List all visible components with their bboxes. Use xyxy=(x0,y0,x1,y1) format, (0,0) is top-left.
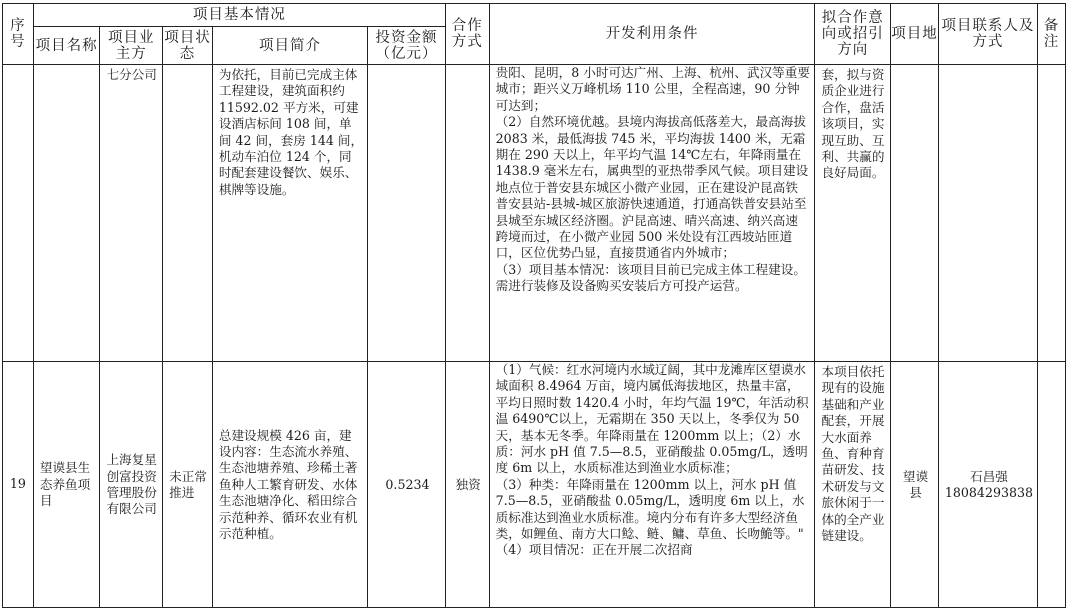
cell-location: 望谟县 xyxy=(891,362,939,608)
cell-name: 望谟县生态养鱼项目 xyxy=(33,362,100,608)
condition-paragraph: 贵阳、昆明，8 小时可达广州、上海、杭州、武汉等重要城市；距兴义万峰机场 110 公里，全程高速，90 分钟可达到； xyxy=(495,65,810,113)
cell-contact: 石昌强 18084293838 xyxy=(938,362,1037,608)
condition-paragraph: （3）项目基本情况：该项目目前已完成主体工程建设。需进行装修及设备购买安装后方可投产运营。 xyxy=(495,261,806,294)
cell-mode xyxy=(445,65,489,362)
header-intro: 项目简介 xyxy=(212,27,367,65)
table-row xyxy=(3,65,1066,362)
header-conditions: 开发利用条件 xyxy=(489,4,815,65)
condition-paragraph: （3）种类：年降雨量在 1200mm 以上，河水 pH 值 7.5—8.5，亚硝酸盐 0.05mg/L，透明度 6m 以上，水质标准达到渔业水质标准。境内分布有许多大型经济鱼类，如鲤鱼、南方大口鲶、鲢、鳙、草鱼、长吻鮠等。" xyxy=(495,476,805,542)
cell-intro: 总建设规模 426 亩，建设内容：生态流水养殖、生态池塘养殖、珍稀土著鱼种人工繁育研发、水体生态池塘净化、稻田综合示范种养、循环农业有机示范种植。 xyxy=(212,362,367,608)
cell-conditions xyxy=(489,362,815,608)
cell-investment xyxy=(368,65,446,362)
condition-paragraph: （2）自然环境优越。县境内海拔高低落差大，最高海拔 2083 米，最低海拔 745 米，平均海拔 1400 米，无霜期在 290 天以上，年平均气温 14℃左右，年降雨量在 1438.9 毫米左右，属典型的亚热带季风气候。项目建设地点位于普安县东城区小微产业园，正在建设沪昆高铁普安县站-县城-城区旅游快速通道，打通高铁普安县站至县城至东城区经济圈。沪昆高速、晴兴高速、纳兴高速跨境而过，在小微产业园 500 米处设有江西坡站匝道口，区位优势凸显，直接贯通省内外城市； xyxy=(495,114,809,261)
cell-name xyxy=(33,65,100,362)
cell-mode: 独资 xyxy=(445,362,489,608)
header-mode: 合作方式 xyxy=(445,4,489,65)
header-remark: 备注 xyxy=(1038,4,1066,65)
cell-remark xyxy=(1038,362,1066,608)
header-status: 项目状态 xyxy=(163,27,213,65)
table-row xyxy=(3,362,1066,608)
header-contact: 项目联系人及方式 xyxy=(938,4,1037,65)
header-name: 项目名称 xyxy=(33,27,100,65)
header-seq: 序号 xyxy=(3,4,34,65)
header-basic-info: 项目基本情况 xyxy=(33,4,445,27)
cell-seq: 19 xyxy=(3,362,34,608)
cell-status: 未正常推进 xyxy=(163,362,213,608)
cell-remark xyxy=(1038,65,1066,362)
project-table xyxy=(2,3,1066,608)
cell-owner: 上海复星创富投资管理股份有限公司 xyxy=(100,362,163,608)
cell-conditions xyxy=(489,65,815,362)
cell-direction: 本项目依托现有的设施基础和产业配套，开展大水面养鱼、育种育苗研发、技术研发与文旅休闲于一体的全产业链建设。 xyxy=(815,362,891,608)
header-owner: 项目业主方 xyxy=(100,27,163,65)
header-location: 项目地 xyxy=(891,4,939,65)
condition-paragraph: （4）项目情况：正在开展二次招商 xyxy=(495,542,693,558)
cell-investment: 0.5234 xyxy=(368,362,446,608)
header-investment: 投资金额（亿元） xyxy=(368,27,446,65)
cell-status xyxy=(163,65,213,362)
cell-intro: 为依托，目前已完成主体工程建设，建筑面积约 11592.02 平方米，可建设酒店标间 108 间，单间 42 间，套房 144 间，机动车泊位 124 个，同时配套建设餐饮、娱乐、棋牌等设施。 xyxy=(212,65,367,362)
cell-direction: 套，拟与资质企业进行合作，盘活该项目，实现互助、互利、共赢的良好局面。 xyxy=(815,65,891,362)
header-row-1 xyxy=(3,4,1066,27)
header-direction: 拟合作意向或招引方向 xyxy=(815,4,891,65)
cell-owner: 七分公司 xyxy=(100,65,163,362)
cell-location xyxy=(891,65,939,362)
cell-seq xyxy=(3,65,34,362)
cell-contact xyxy=(938,65,1037,362)
condition-paragraph: （1）气候：红水河境内水域辽阔，其中龙滩库区望谟水域面积 8.4964 万亩，境内属低海拔地区，热量丰富，平均日照时数 1420.4 小时，年均气温 19℃，年活动积温 6490℃以上，无霜期在 350 天以上，冬季仅为 50 天，基本无冬季。年降雨量在 1200mm 以上；（2）水质：河水 pH 值 7.5—8.5，亚硝酸盐 0.05mg/L，透明度 6m 以上，水质标准达到渔业水质标准； xyxy=(495,362,809,476)
